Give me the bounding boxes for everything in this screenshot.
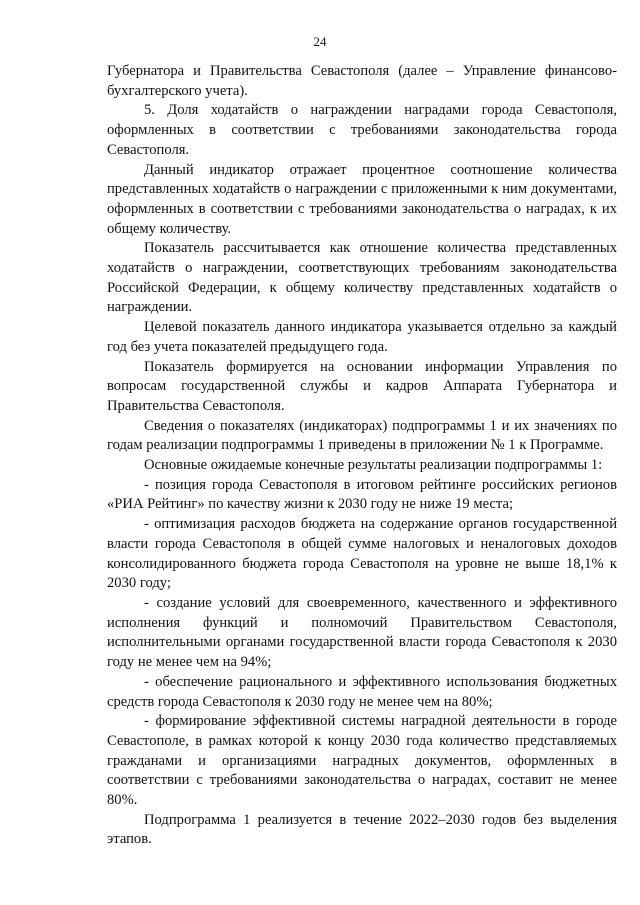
paragraph-appendix-reference: Сведения о показателях (индикаторах) подпрограммы 1 и их значениях по годам реализации подпрограммы 1 приведены в приложении № 1 к Программе.: [107, 417, 617, 454]
paragraph-target-value: Целевой показатель данного индикатора указывается отдельно за каждый год без учета показателей предыдущего года.: [107, 319, 617, 355]
paragraph-indicator-description: Данный индикатор отражает процентное соотношение количества представленных ходатайств о награждении с приложенными к ним документами, оформленных в соответствии с требованиями законодательства о наградах, к их общему количеству.: [107, 161, 617, 237]
list-item-budget-usage: - обеспечение рационального и эффективного использования бюджетных средств города Севастополя к 2030 году не менее чем на 80%;: [107, 673, 617, 710]
list-item-budget-optimization: - оптимизация расходов бюджета на содержание органов государственной власти города Севастополя в общей сумме налоговых и неналоговых доходов консолидированного бюджета города Севастополя на уровне не выше 18,1% к 2030 году;: [107, 516, 617, 592]
paragraph-calculation: Показатель рассчитывается как отношение количества представленных ходатайств о награждении, соответствующих требованиям законодательства Российской Федерации, к общему количеству представленных ходатайств о награждении.: [107, 240, 617, 316]
list-item-rating: - позиция города Севастополя в итоговом рейтинге российских регионов «РИА Рейтинг» по качеству жизни к 2030 году не ниже 19 места;: [107, 476, 617, 513]
paragraph-continuation: Губернатора и Правительства Севастополя (далее – Управление финансово-бухгалтерского учета).: [107, 63, 617, 99]
paragraph-implementation-period: Подпрограмма 1 реализуется в течение 2022–2030 годов без выделения этапов.: [107, 811, 617, 848]
paragraph-source: Показатель формируется на основании информации Управления по вопросам государственной службы и кадров Аппарата Губернатора и Правительства Севастополя.: [107, 358, 617, 414]
page-number: 24: [313, 34, 327, 49]
paragraph-expected-results-heading: Основные ожидаемые конечные результаты реализации подпрограммы 1:: [144, 457, 603, 474]
paragraph-indicator-5-title: 5. Доля ходатайств о награждении наградами города Севастополя, оформленных в соответствии с требованиями законодательства города Севастополя.: [107, 102, 617, 158]
list-item-awards-system: - формирование эффективной системы наградной деятельности в городе Севастополе, в рамках которой к концу 2030 года количество представляемых гражданами и организациями наградных документов, оформленных в соответствии с требованиями законодательства о наградах, составит не менее 80%.: [107, 713, 617, 809]
list-item-functions-execution: - создание условий для своевременного, качественного и эффективного исполнения функций и полномочий Правительством Севастополя, исполнительными органами государственной власти города Севастополя к 2030 году не менее чем на 94%;: [107, 594, 617, 671]
document-body: [107, 62, 617, 850]
